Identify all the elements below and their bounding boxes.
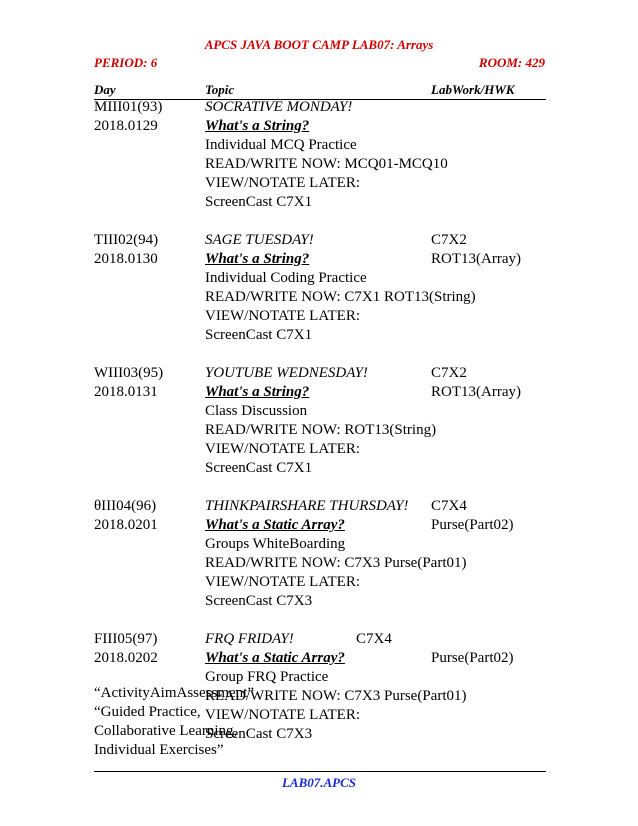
entry-view-label: VIEW/NOTATE LATER: xyxy=(205,308,361,324)
entry-hw-2: Purse(Part02) xyxy=(431,650,514,666)
entry-view-label: VIEW/NOTATE LATER: xyxy=(205,175,361,191)
entry-hw-1: C7X2 xyxy=(431,365,467,381)
entry-activity: Groups WhiteBoarding xyxy=(205,536,346,552)
schedule-entry-wednesday xyxy=(94,364,554,478)
footer-divider xyxy=(94,771,546,772)
entry-hw-1: C7X4 xyxy=(431,498,467,514)
entry-theme: SOCRATIVE MONDAY! xyxy=(205,99,353,115)
entry-topic-title: What's a String? xyxy=(205,118,310,134)
entry-read-write: READ/WRITE NOW: ROT13(String) xyxy=(205,422,437,438)
entry-theme: FRQ FRIDAY! xyxy=(205,631,294,647)
entry-date: 2018.0131 xyxy=(94,384,158,400)
entry-day: θIII04(96) xyxy=(94,498,157,514)
entry-topic-title: What's a String? xyxy=(205,251,310,267)
entry-hw-2: ROT13(Array) xyxy=(431,251,521,267)
schedule-entry-tuesday xyxy=(94,231,554,345)
schedule-entry-monday xyxy=(94,98,554,212)
entry-hw-2: Purse(Part02) xyxy=(431,517,514,533)
document-title: APCS JAVA BOOT CAMP LAB07: Arrays xyxy=(204,37,434,52)
quote-line: “Guided Practice, xyxy=(94,704,201,720)
column-header-day: Day xyxy=(94,82,116,97)
period-label: PERIOD: 6 xyxy=(94,55,158,70)
entry-date: 2018.0130 xyxy=(94,251,158,267)
entry-screencast: ScreenCast C7X1 xyxy=(205,327,313,343)
entry-read-write: READ/WRITE NOW: C7X3 Purse(Part01) xyxy=(205,688,467,704)
entry-date: 2018.0201 xyxy=(94,517,158,533)
footer-label: LAB07.APCS xyxy=(281,775,357,790)
entry-screencast: ScreenCast C7X3 xyxy=(205,726,313,742)
entry-read-write: READ/WRITE NOW: MCQ01-MCQ10 xyxy=(205,156,448,172)
entry-view-label: VIEW/NOTATE LATER: xyxy=(205,707,361,723)
entry-activity: Individual Coding Practice xyxy=(205,270,367,286)
column-header-topic: Topic xyxy=(205,82,235,97)
entry-topic-title: What's a Static Array? xyxy=(205,650,345,666)
entry-topic-title: What's a Static Array? xyxy=(205,517,345,533)
entry-theme: THINKPAIRSHARE THURSDAY! xyxy=(205,498,409,514)
quote-line: “ActivityAimAssessment” xyxy=(94,685,254,701)
entry-theme: SAGE TUESDAY! xyxy=(205,232,314,248)
quote-line: Collaborative Learning, xyxy=(94,723,238,739)
entry-date: 2018.0129 xyxy=(94,118,158,134)
entry-hw-1: C7X2 xyxy=(431,232,467,248)
entry-activity: Class Discussion xyxy=(205,403,308,419)
entry-day: FIII05(97) xyxy=(94,631,158,647)
entry-activity: Group FRQ Practice xyxy=(205,669,329,685)
entry-hw-1: C7X4 xyxy=(356,631,392,647)
entry-view-label: VIEW/NOTATE LATER: xyxy=(205,574,361,590)
room-label: ROOM: 429 xyxy=(478,55,545,70)
entry-screencast: ScreenCast C7X1 xyxy=(205,194,313,210)
entry-screencast: ScreenCast C7X3 xyxy=(205,593,313,609)
entry-activity: Individual MCQ Practice xyxy=(205,137,357,153)
entry-theme: YOUTUBE WEDNESDAY! xyxy=(205,365,368,381)
schedule xyxy=(94,98,554,763)
pedagogy-quote xyxy=(94,684,254,760)
column-header-hw: LabWork/HWK xyxy=(431,82,515,97)
schedule-entry-thursday xyxy=(94,497,554,611)
entry-day: WIII03(95) xyxy=(94,365,164,381)
entry-date: 2018.0202 xyxy=(94,650,158,666)
entry-hw-2: ROT13(Array) xyxy=(431,384,521,400)
entry-read-write: READ/WRITE NOW: C7X1 ROT13(String) xyxy=(205,289,476,305)
quote-line: Individual Exercises” xyxy=(94,742,224,758)
entry-screencast: ScreenCast C7X1 xyxy=(205,460,313,476)
entry-day: MIII01(93) xyxy=(94,99,163,115)
entry-topic-title: What's a String? xyxy=(205,384,310,400)
entry-view-label: VIEW/NOTATE LATER: xyxy=(205,441,361,457)
entry-read-write: READ/WRITE NOW: C7X3 Purse(Part01) xyxy=(205,555,467,571)
entry-day: TIII02(94) xyxy=(94,232,159,248)
